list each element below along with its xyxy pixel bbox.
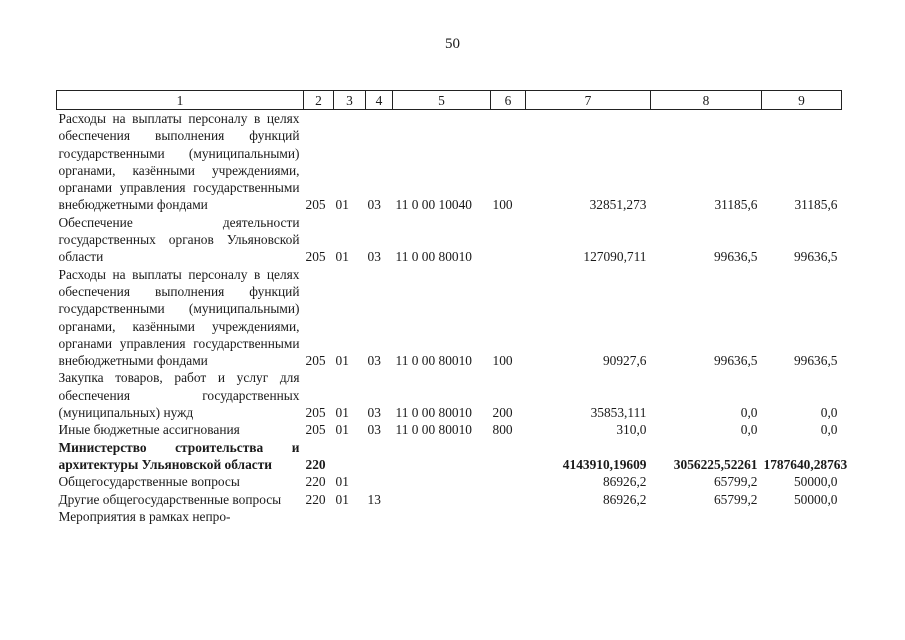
row-rz [334,439,366,474]
row-gr: 205 [305,353,326,369]
row-vr [491,439,526,474]
row-year2: 31185,6 [714,197,758,213]
header-cell: 2 [304,91,334,110]
header-cell: 8 [651,91,762,110]
row-year3: 50000,0 [793,474,838,490]
row-year3: 99636,5 [793,353,838,369]
row-name: Другие общегосударственные вопросы [58,491,282,507]
row-rz: 01 [335,491,349,507]
row-csr: 11 0 00 10040 [395,197,472,213]
row-pr: 03 [367,422,381,438]
row-empty [304,508,842,525]
row-year1: 4143910,19609 [562,456,647,472]
row-pr: 03 [367,197,381,213]
table-row [57,473,842,490]
row-pr: 03 [367,353,381,369]
row-vr [491,214,526,266]
row-pr: 13 [367,491,381,507]
header-cell: 4 [366,91,393,110]
row-gr: 220 [305,456,326,472]
row-year3: 0,0 [820,422,838,438]
row-gr: 220 [305,491,326,507]
table-row [57,369,842,421]
row-year1: 86926,2 [602,491,647,507]
table-body [57,110,848,526]
row-rz: 01 [335,197,349,213]
row-pr: 03 [367,249,381,265]
table-row [57,508,842,525]
table-row [57,421,842,438]
table-row [57,491,842,508]
row-pr [366,473,393,490]
header-row [57,91,842,110]
row-rz: 01 [335,422,349,438]
row-year1: 35853,111 [590,405,647,421]
row-gr: 205 [305,197,326,213]
row-vr: 800 [492,422,513,438]
row-year2: 65799,2 [713,491,758,507]
row-year3: 0,0 [820,405,838,421]
row-rz: 01 [335,353,349,369]
header-cell: 5 [393,91,491,110]
row-year1: 32851,273 [589,197,647,213]
row-csr: 11 0 00 80010 [395,249,472,265]
budget-table [56,90,848,525]
row-name: Закупка товаров, работ и услуг для обеспечения государственных (муниципальных) нужд [58,370,300,421]
row-year2: 0,0 [740,405,758,421]
row-name: Иные бюджетные ассигнования [58,422,240,438]
row-vr: 200 [492,405,513,421]
table-header [57,91,842,110]
row-year1: 310,0 [616,422,647,438]
row-year1: 90927,6 [602,353,647,369]
table-row [57,214,842,266]
row-csr [393,439,491,474]
row-csr [393,473,491,490]
row-vr [491,473,526,490]
row-name: Расходы на выплаты персоналу в целях обеспечения выполнения функций государственными (муниципальными) органами, казёнными учреждениями, органами управления государственными внебюджетными фондами [58,111,300,213]
row-year3: 99636,5 [793,249,838,265]
row-name: Общегосударственные вопросы [58,474,240,490]
row-csr: 11 0 00 80010 [395,353,472,369]
row-vr [491,491,526,508]
row-year2: 0,0 [740,422,758,438]
row-year3: 1787640,28763 [763,456,848,472]
row-csr [393,491,491,508]
row-vr: 100 [492,353,513,369]
row-rz: 01 [335,405,349,421]
row-year2: 65799,2 [713,474,758,490]
header-cell: 6 [491,91,526,110]
row-gr: 205 [305,249,326,265]
header-cell: 7 [526,91,651,110]
row-year2: 99636,5 [713,249,758,265]
row-rz: 01 [335,474,349,490]
row-pr [366,439,393,474]
row-gr: 205 [305,422,326,438]
row-year3: 31185,6 [794,197,838,213]
row-csr: 11 0 00 80010 [395,422,472,438]
row-name: Министерство строительства и архитектуры Ульяновской области [58,439,300,472]
header-cell: 1 [57,91,304,110]
row-gr: 220 [305,474,326,490]
table-row [57,266,842,370]
row-year2: 3056225,52261 [673,456,758,472]
row-rz: 01 [335,249,349,265]
table-row [57,110,842,214]
row-year3: 50000,0 [793,491,838,507]
header-cell: 3 [334,91,366,110]
row-year2: 99636,5 [713,353,758,369]
header-cell: 9 [762,91,842,110]
row-year1: 127090,711 [583,249,647,265]
row-pr: 03 [367,405,381,421]
row-name: Обеспечение деятельности государственных органов Ульяновской области [58,214,300,265]
row-year1: 86926,2 [602,474,647,490]
row-vr: 100 [492,197,513,213]
row-name: Мероприятия в рамках непро- [58,508,231,524]
row-name: Расходы на выплаты персоналу в целях обеспечения выполнения функций государственными (муниципальными) органами, казёнными учреждениями, органами управления государственными внебюджетными фондами [58,266,300,369]
table-row [57,439,842,474]
row-gr: 205 [305,405,326,421]
row-csr: 11 0 00 80010 [395,405,472,421]
page-number: 50 [445,36,460,52]
